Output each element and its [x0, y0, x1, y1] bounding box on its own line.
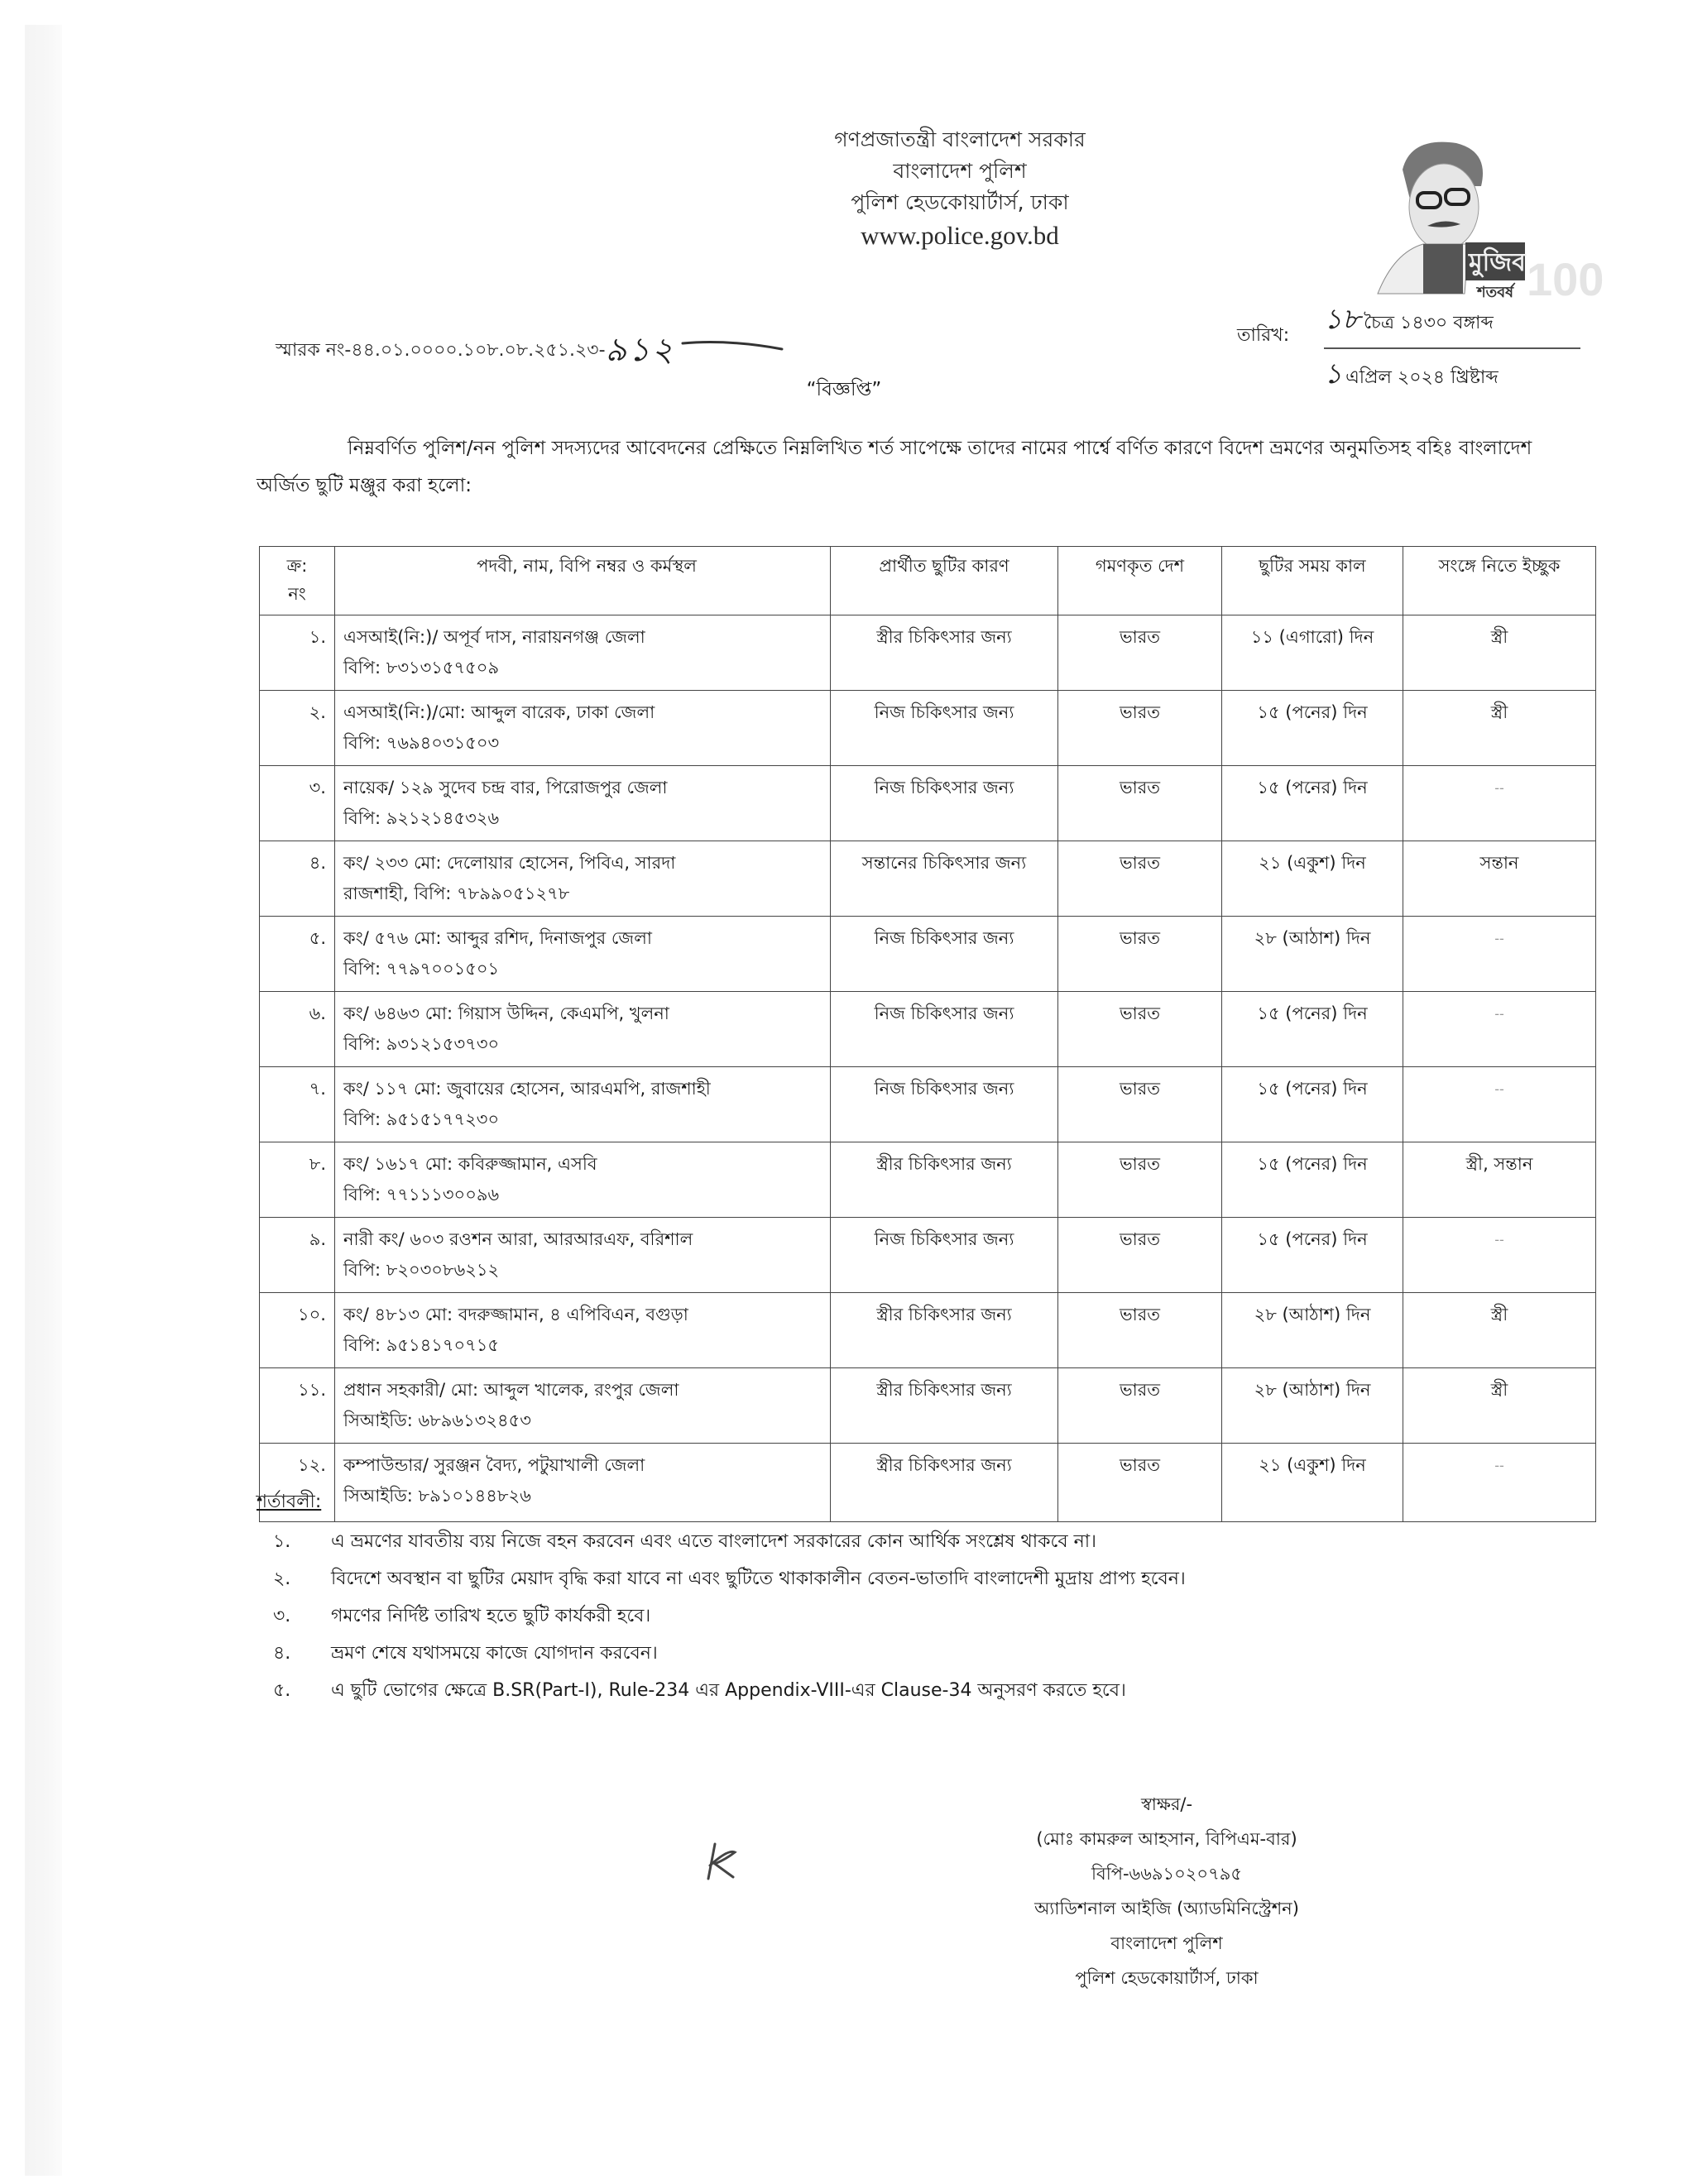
cell-duration: ১৫ (পনের) দিন [1222, 1218, 1403, 1293]
cell-name-line1: কং/ ১১৭ মো: জুবায়ের হোসেন, আরএমপি, রাজশাহী [343, 1079, 711, 1099]
cell-country: ভারত [1058, 1444, 1222, 1522]
condition-number: ৪. [273, 1643, 291, 1664]
cell-accompany: -- [1403, 992, 1596, 1067]
cell-name-line2: বিপি: ৯৩১২১৫৩৭৩০ [343, 1034, 500, 1054]
condition-text: গমণের নির্দিষ্ট তারিখ হতে ছুটি কার্যকরী হবে। [331, 1606, 651, 1626]
cell-accompany: স্ত্রী, সন্তান [1403, 1142, 1596, 1218]
leave-table [259, 546, 1596, 1522]
portrait-vest [1423, 244, 1463, 294]
intro-paragraph: নিম্নবর্ণিত পুলিশ/নন পুলিশ সদস্যদের আবেদনের প্রেক্ষিতে নিম্নলিখিত শর্ত সাপেক্ষে তাদের নামের পার্শ্বে বর্ণিত কারণে বিদেশ ভ্রমণের অনুমতিসহ বহিঃ বাংলাদেশ অর্জিত ছুটি মঞ্জুর করা হলো: [257, 438, 1532, 496]
conditions-list [273, 1524, 1597, 1710]
cell-country: ভারত [1058, 1142, 1222, 1218]
cell-duration: ২৮ (আঠাশ) দিন [1222, 917, 1403, 992]
signature-org: বাংলাদেশ পুলিশ [1110, 1933, 1223, 1953]
condition-number: ১. [273, 1531, 291, 1552]
cell-name [335, 992, 831, 1067]
cell-name-line1: কং/ ৪৮১৩ মো: বদরুজ্জামান, ৪ এপিবিএন, বগুড়া [343, 1305, 688, 1324]
signature-designation: অ্যাডিশনাল আইজি (অ্যাডমিনিস্ট্রেশন) [1034, 1899, 1299, 1918]
condition-number: ৫. [273, 1680, 291, 1701]
condition-number: ২. [273, 1569, 291, 1589]
condition-item [273, 1598, 1597, 1636]
cell-name [335, 917, 831, 992]
cell-name [335, 766, 831, 841]
header-country: গমণকৃত দেশ [1058, 547, 1222, 615]
condition-item [273, 1561, 1597, 1598]
cell-country: ভারত [1058, 766, 1222, 841]
cell-serial: ৭. [260, 1067, 335, 1142]
cell-reason: নিজ চিকিৎসার জন্য [831, 1067, 1058, 1142]
cell-reason: নিজ চিকিৎসার জন্য [831, 766, 1058, 841]
cell-name [335, 615, 831, 691]
cell-name-line2: বিপি: ৭৬৯৪০৩১৫০৩ [343, 733, 500, 753]
cell-country: ভারত [1058, 1293, 1222, 1368]
header-name: পদবী, নাম, বিপি নম্বর ও কর্মস্থল [335, 547, 831, 615]
table-row [260, 992, 1596, 1067]
cell-accompany: -- [1403, 1218, 1596, 1293]
table-row [260, 841, 1596, 917]
cell-name-line1: কম্পাউন্ডার/ সুরঞ্জন বৈদ্য, পটুয়াখালী জেলা [343, 1455, 645, 1475]
table-row [260, 691, 1596, 766]
cell-name-line2: সিআইডি: ৬৮৯৬১৩২৪৫৩ [343, 1410, 531, 1430]
condition-text: বিদেশে অবস্থান বা ছুটির মেয়াদ বৃদ্ধি করা যাবে না এবং ছুটিতে থাকাকালীন বেতন-ভাতাদি বাংলাদেশী মুদ্রায় প্রাপ্য হবেন। [331, 1569, 1186, 1589]
cell-accompany: -- [1403, 1067, 1596, 1142]
letterhead-office: পুলিশ হেডকোয়ার্টার্স, ঢাকা [851, 190, 1069, 214]
header-serial-line1: ক্র: [286, 556, 308, 576]
scan-edge-strip [25, 25, 62, 2176]
cell-accompany: স্ত্রী [1403, 1368, 1596, 1444]
cell-name-line1: কং/ ৫৭৬ মো: আব্দুর রশিদ, দিনাজপুর জেলা [343, 928, 652, 948]
table-row [260, 1293, 1596, 1368]
cell-serial: ১০. [260, 1293, 335, 1368]
cell-accompany: স্ত্রী [1403, 1293, 1596, 1368]
cell-serial: ১১. [260, 1368, 335, 1444]
cell-serial: ৬. [260, 992, 335, 1067]
letterhead-government: গণপ্রজাতন্ত্রী বাংলাদেশ সরকার [834, 127, 1086, 151]
cell-accompany: স্ত্রী [1403, 615, 1596, 691]
date-bengali-month-year: চৈত্র ১৪৩০ বঙ্গাব্দ [1364, 313, 1494, 333]
cell-name-line1: এসআই(নি:)/ অপূর্ব দাস, নারায়নগঞ্জ জেলা [343, 627, 645, 647]
cell-duration: ১৫ (পনের) দিন [1222, 691, 1403, 766]
cell-name-line1: এসআই(নি:)/মো: আব্দুল বারেক, ঢাকা জেলা [343, 702, 655, 722]
table-row [260, 1218, 1596, 1293]
cell-name-line2: বিপি: ৭৭১১১৩০০৯৬ [343, 1185, 500, 1205]
memo-number [276, 318, 674, 374]
cell-duration: ২১ (একুশ) দিন [1222, 841, 1403, 917]
conditions-title: শর্তাবলী: [257, 1492, 322, 1512]
header-duration: ছুটির সময় কাল [1222, 547, 1403, 615]
table-row [260, 1444, 1596, 1522]
header-serial [260, 547, 335, 615]
letterhead [662, 124, 1258, 251]
header-accompany: সংঙ্গে নিতে ইচ্ছুক [1403, 547, 1596, 615]
cell-duration: ১৫ (পনের) দিন [1222, 1142, 1403, 1218]
cell-name-line1: কং/ ২৩৩ মো: দেলোয়ার হোসেন, পিবিএ, সারদা [343, 853, 676, 873]
condition-text: ভ্রমণ শেষে যথাসময়ে কাজে যোগদান করবেন। [331, 1643, 658, 1664]
cell-name [335, 691, 831, 766]
table-row [260, 1368, 1596, 1444]
notice-title: “বিজ্ঞপ্তি” [806, 379, 882, 400]
cell-serial: ২. [260, 691, 335, 766]
date-bengali [1324, 298, 1580, 345]
cell-accompany: -- [1403, 1444, 1596, 1522]
memo-handwritten-suffix: ৯১২ [605, 331, 675, 369]
condition-text: এ ছুটি ভোগের ক্ষেত্রে B.SR(Part-I), Rule-234 এর Appendix-VIII-এর Clause-34 অনুসরণ করতে হবে। [331, 1680, 1126, 1701]
cell-name-line2: বিপি: ৭৭৯৭০০১৫০১ [343, 959, 500, 979]
handwritten-underline-stroke [679, 314, 786, 356]
cell-reason: নিজ চিকিৎসার জন্য [831, 992, 1058, 1067]
cell-duration: ২৮ (আঠাশ) দিন [1222, 1368, 1403, 1444]
handwritten-initial-mark [703, 1841, 745, 1882]
condition-text: এ ভ্রমণের যাবতীয় ব্যয় নিজে বহন করবেন এবং এতে বাংলাদেশ সরকারের কোন আর্থিক সংশ্লেষ থাকবে না। [331, 1531, 1096, 1552]
cell-reason: স্ত্রীর চিকিৎসার জন্য [831, 1444, 1058, 1522]
cell-name-line2: রাজশাহী, বিপি: ৭৮৯৯০৫১২৭৮ [343, 884, 570, 903]
cell-reason: স্ত্রীর চিকিৎসার জন্য [831, 1293, 1058, 1368]
cell-country: ভারত [1058, 1368, 1222, 1444]
cell-name-line2: বিপি: ৯৫১৪১৭০৭১৫ [343, 1335, 500, 1355]
cell-accompany: স্ত্রী [1403, 691, 1596, 766]
cell-country: ভারত [1058, 691, 1222, 766]
memo-code: ৪৪.০১.০০০০.১০৮.০৮.২৫১.২৩- [351, 340, 606, 361]
condition-item [273, 1524, 1597, 1561]
cell-name [335, 841, 831, 917]
cell-name [335, 1444, 831, 1522]
date-gregorian-day: ১ [1324, 357, 1343, 390]
cell-name-line2: বিপি: ৮২০৩০৮৬২১২ [343, 1260, 500, 1280]
table-row [260, 615, 1596, 691]
signature-block [960, 1787, 1374, 1995]
cell-serial: ৫. [260, 917, 335, 992]
cell-reason: সন্তানের চিকিৎসার জন্য [831, 841, 1058, 917]
cell-name [335, 1218, 831, 1293]
cell-serial: ১২. [260, 1444, 335, 1522]
cell-country: ভারত [1058, 841, 1222, 917]
cell-duration: ১৫ (পনের) দিন [1222, 1067, 1403, 1142]
cell-reason: স্ত্রীর চিকিৎসার জন্য [831, 1368, 1058, 1444]
cell-serial: ১. [260, 615, 335, 691]
cell-duration: ২১ (একুশ) দিন [1222, 1444, 1403, 1522]
condition-number: ৩. [273, 1606, 291, 1626]
cell-name [335, 1293, 831, 1368]
cell-duration: ১১ (এগারো) দিন [1222, 615, 1403, 691]
cell-name-line1: কং/ ১৬১৭ মো: কবিরুজ্জামান, এসবি [343, 1154, 597, 1174]
cell-duration: ১৫ (পনের) দিন [1222, 992, 1403, 1067]
letterhead-website[interactable]: www.police.gov.bd [861, 221, 1059, 250]
letterhead-department: বাংলাদেশ পুলিশ [893, 159, 1027, 183]
logo-text-num: 100 [1527, 253, 1604, 305]
cell-country: ভারত [1058, 992, 1222, 1067]
cell-name-line1: প্রধান সহকারী/ মো: আব্দুল খালেক, রংপুর জেলা [343, 1380, 679, 1400]
cell-serial: ৪. [260, 841, 335, 917]
date-divider [1324, 347, 1580, 349]
cell-name-line2: বিপি: ৯৫১৫১৭৭২৩০ [343, 1109, 500, 1129]
cell-reason: নিজ চিকিৎসার জন্য [831, 917, 1058, 992]
cell-duration: ২৮ (আঠাশ) দিন [1222, 1293, 1403, 1368]
signature-name: (মোঃ কামরুল আহসান, বিপিএম-বার) [1036, 1829, 1297, 1849]
cell-name [335, 1142, 831, 1218]
cell-duration: ১৫ (পনের) দিন [1222, 766, 1403, 841]
cell-reason: নিজ চিকিৎসার জন্য [831, 691, 1058, 766]
cell-country: ভারত [1058, 1067, 1222, 1142]
signature-bp: বিপি-৬৬৯১০২০৭৯৫ [1091, 1864, 1242, 1884]
cell-country: ভারত [1058, 1218, 1222, 1293]
memo-label: স্মারক নং- [276, 340, 352, 361]
cell-serial: ৩. [260, 766, 335, 841]
cell-name-line1: নারী কং/ ৬০৩ রওশন আরা, আরআরএফ, বরিশাল [343, 1229, 693, 1249]
cell-name [335, 1368, 831, 1444]
cell-name-line1: কং/ ৬৪৬৩ মো: গিয়াস উদ্দিন, কেএমপি, খুলনা [343, 1003, 669, 1023]
logo-text-main: মুজিব [1469, 248, 1526, 277]
logo-text-sub: শতবর্ষ [1477, 284, 1514, 301]
cell-accompany: -- [1403, 766, 1596, 841]
table-row [260, 1142, 1596, 1218]
condition-item [273, 1673, 1597, 1710]
date-label: তারিখ: [1237, 325, 1290, 346]
cell-serial: ৮. [260, 1142, 335, 1218]
date-bengali-day: ১৮ [1324, 303, 1361, 336]
header-serial-line2: নং [288, 584, 306, 604]
table-row [260, 1067, 1596, 1142]
cell-serial: ৯. [260, 1218, 335, 1293]
table-header-row [260, 547, 1596, 615]
cell-name-line2: সিআইডি: ৮৯১০১৪৪৮২৬ [343, 1486, 531, 1506]
cell-reason: স্ত্রীর চিকিৎসার জন্য [831, 1142, 1058, 1218]
cell-accompany: -- [1403, 917, 1596, 992]
mujib-borsho-logo-icon [1345, 136, 1604, 305]
cell-name [335, 1067, 831, 1142]
date-gregorian-month-year: এপ্রিল ২০২৪ খ্রিষ্টাব্দ [1345, 367, 1499, 388]
condition-item [273, 1636, 1597, 1673]
cell-reason: নিজ চিকিৎসার জন্য [831, 1218, 1058, 1293]
signature-office: পুলিশ হেডকোয়ার্টার্স, ঢাকা [1075, 1968, 1259, 1988]
signature-signed: স্বাক্ষর/- [1140, 1794, 1193, 1814]
cell-name-line2: বিপি: ৮৩১৩১৫৭৫০৯ [343, 658, 500, 678]
cell-name-line2: বিপি: ৯২১২১৪৫৩২৬ [343, 808, 500, 828]
header-reason: প্রার্থীত ছুটির কারণ [831, 547, 1058, 615]
table-row [260, 766, 1596, 841]
cell-country: ভারত [1058, 615, 1222, 691]
cell-country: ভারত [1058, 917, 1222, 992]
cell-accompany: সন্তান [1403, 841, 1596, 917]
cell-name-line1: নায়েক/ ১২৯ সুদেব চন্দ্র বার, পিরোজপুর জেলা [343, 778, 668, 797]
cell-reason: স্ত্রীর চিকিৎসার জন্য [831, 615, 1058, 691]
table-row [260, 917, 1596, 992]
